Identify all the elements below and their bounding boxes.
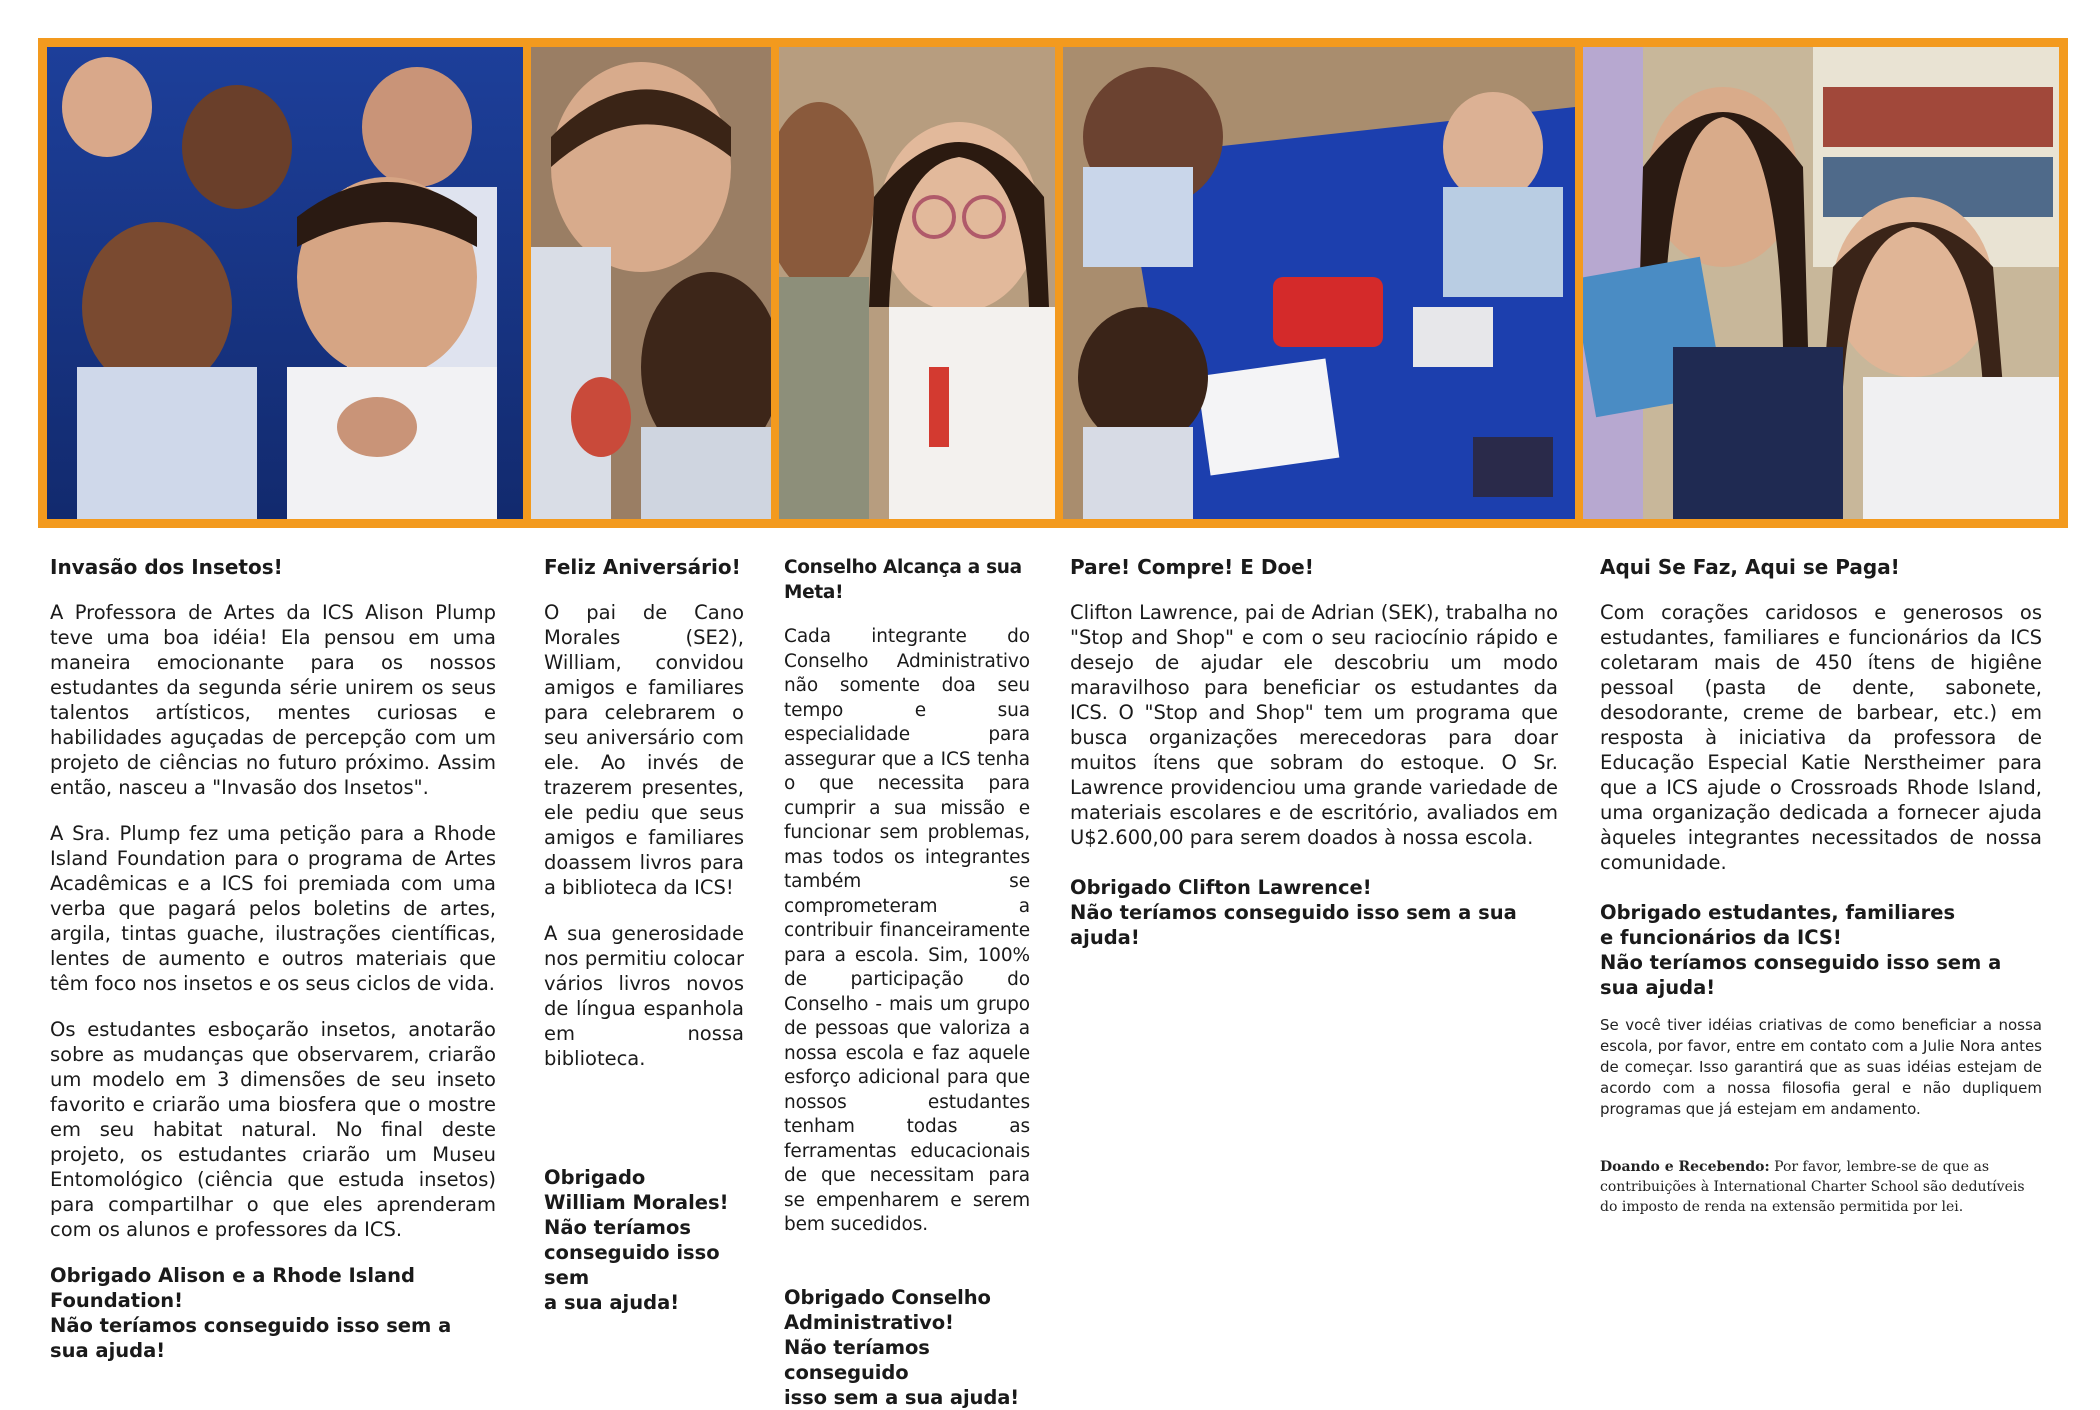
thanks-line: a sua ajuda! (544, 1291, 680, 1314)
photo-art-table (1063, 47, 1575, 519)
thanks-line: isso sem a sua ajuda! (784, 1385, 1020, 1409)
article-paragraph: Os estudantes esboçarão insetos, anotarão sobre as mudanças que observarem, criarão um modelo em 3 dimensões de seu inseto favorito e criarão uma biosfera que o mostre em seu habitat natural. No final deste projeto, os estudantes criarão um Museu Entomológico (ciência que estuda insetos) para compartilhar o que eles aprenderam com os alunos e professores da ICS. (50, 1018, 496, 1241)
contact-note: Se você tiver idéias criativas de como beneficiar a nossa escola, por favor, entre em contato com a Julie Nora antes de começar. Isso garantirá que as suas idéias estejam de acordo com a nossa filosofia geral e não dupliquem programas que já estejam em andamento. (1600, 1016, 2042, 1118)
photo-girls-reading (1583, 47, 2059, 519)
legal-note (1600, 1157, 2042, 1217)
thanks-line: Não teríamos (544, 1216, 691, 1239)
column-insects (50, 555, 496, 1363)
thanks-line: William Morales! (544, 1191, 729, 1214)
photo-children-group (47, 47, 523, 519)
thanks-line: Administrativo! (784, 1310, 954, 1334)
photo-two-boys (531, 47, 771, 519)
thanks-line: Não teríamos conseguido isso sem a sua ajuda! (1070, 901, 1517, 949)
article-paragraph: O pai de Cano Morales (SE2), William, convidou amigos e familiares para celebrarem o seu aniversário com ele. Ao invés de trazerem presentes, ele pediu que seus amigos e familiares doassem livros para a biblioteca da ICS! (544, 601, 744, 899)
legal-label: Doando e Recebendo: (1600, 1159, 1770, 1175)
column-shop (1070, 555, 1558, 950)
article-paragraph: Com corações caridosos e generosos os estudantes, familiares e funcionários da ICS coletaram mais de 450 ítens de higiêne pessoal (pasta de dente, sabonete, desodorante, creme de barbear, etc.) em resposta à iniciativa da professora de Educação Especial Katie Nerstheimer para que a ICS ajude o Crossroads Rhode Island, uma organização dedicada a fornecer ajuda àqueles integrantes necessitados de nossa comunidade. (1600, 601, 2042, 874)
article-paragraph: A Sra. Plump fez uma petição para a Rhode Island Foundation para o programa de Artes Acadêmicas e a ICS foi premiada com uma verba que pagará pelos boletins de artes, argila, tintas guache, ilustrações científicas, lentes de aumento e outros materiais que têm foco nos insetos e os seus ciclos de vida. (50, 822, 496, 995)
article-paragraph: A Professora de Artes da ICS Alison Plump teve uma boa idéia! Ela pensou em uma maneira emocionante para os nossos estudantes da segunda série unirem os seus talentos artísticos, mentes curiosas e habilidades aguçadas de percepção com um projeto de ciências no futuro próximo. Assim então, nasceu a "Invasão dos Insetos". (50, 601, 496, 799)
article-paragraph: Cada integrante do Conselho Administrativo não somente doa seu tempo e sua especialidade para assegurar que a ICS tenha o que necessita para cumprir a sua missão e funcionar sem problemas, mas todos os integrantes também se comprometeram a contribuir financeiramente para a escola. Sim, 100% de participação do Conselho - mais um grupo de pessoas que valoriza a nossa escola e faz aquele esforço adicional para que nossos estudantes tenham todas as ferramentas educacionais de que necessitam para se empenharem e serem bem sucedidos. (784, 626, 1030, 1235)
article-title: Invasão dos Insetos! (50, 555, 283, 579)
thanks-line: Obrigado Conselho (784, 1285, 991, 1309)
thanks-line: conseguido isso sem (544, 1241, 720, 1289)
thanks-line: Obrigado estudantes, familiares (1600, 901, 1956, 924)
thanks-line: Não teríamos conseguido isso sem a sua ajuda! (50, 1314, 452, 1362)
column-hygiene (1600, 555, 2042, 1000)
photo-strip (38, 38, 2068, 528)
article-title: Aqui Se Faz, Aqui se Paga! (1600, 555, 1900, 579)
article-title: Conselho Alcança a sua Meta! (784, 557, 1022, 603)
thanks-line: Não teríamos conseguido (784, 1335, 930, 1384)
legal-text: Por favor, lembre-se de que as contribuições à International Charter School são dedutíveis do imposto de renda na extensão permitida por lei. (1600, 1159, 2025, 1215)
article-title: Pare! Compre! E Doe! (1070, 555, 1314, 579)
article-title: Feliz Aniversário! (544, 555, 741, 579)
photo-girls-glasses (779, 47, 1055, 519)
column-board (784, 555, 1030, 1410)
column-birthday (544, 555, 744, 1315)
thanks-line: Obrigado (544, 1166, 646, 1189)
article-paragraph: A sua generosidade nos permitiu colocar vários livros novos de língua espanhola em nossa biblioteca. (544, 922, 744, 1070)
thanks-line: Obrigado Alison e a Rhode Island Foundation! (50, 1264, 416, 1312)
thanks-line: Não teríamos conseguido isso sem a sua ajuda! (1600, 951, 2002, 999)
article-paragraph: Clifton Lawrence, pai de Adrian (SEK), trabalha no "Stop and Shop" e com o seu raciocínio rápido e desejo de ajudar ele descobriu um modo maravilhoso para beneficiar os estudantes da ICS. O "Stop and Shop" tem um programa que busca organizações merecedoras para doar muitos ítens que sobram do estoque. O Sr. Lawrence providenciou uma grande variedade de materiais escolares e de escritório, avaliados em U$2.600,00 para serem doados à nossa escola. (1070, 601, 1559, 849)
thanks-line: Obrigado Clifton Lawrence! (1070, 876, 1372, 899)
thanks-line: e funcionários da ICS! (1600, 926, 1842, 949)
